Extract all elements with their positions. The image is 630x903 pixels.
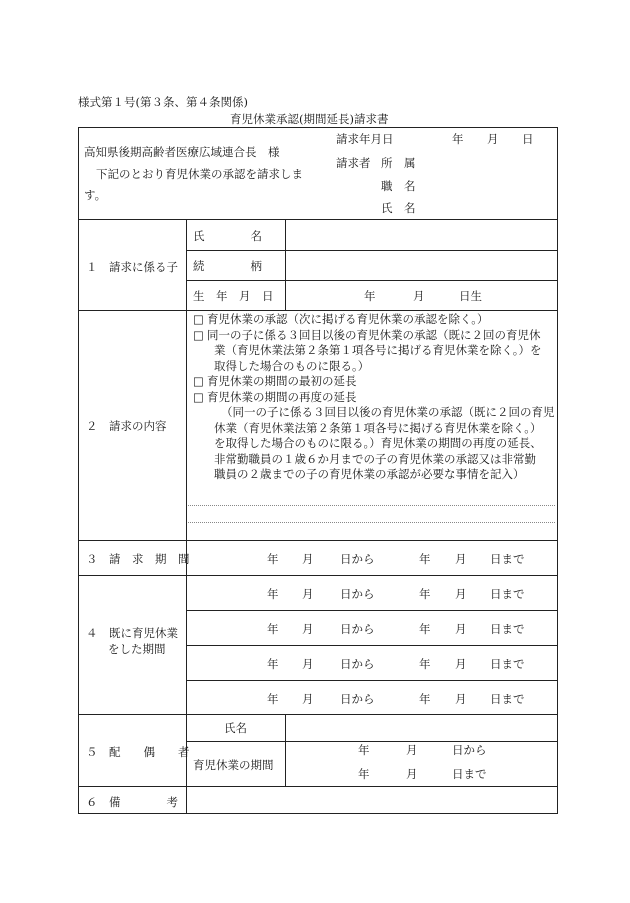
checkbox-icon[interactable]: □ <box>193 389 204 404</box>
period-month-unit: 月 <box>455 552 467 566</box>
option-third-approval[interactable]: □ 同一の子に係る３回目以後の育児休業の承認（既に２回の育児休 <box>193 327 541 342</box>
period-from-unit: 日から <box>340 552 375 566</box>
birth-month-unit: 月 <box>413 289 425 303</box>
period-year-unit: 年 <box>267 587 279 601</box>
section-6-label: ６ 備 考 <box>86 795 178 809</box>
spouse-until-year: 年 <box>358 767 370 781</box>
option-approval[interactable]: □ 育児休業の承認（次に掲げる育児休業の承認を除く。） <box>193 312 489 326</box>
period-month-unit: 月 <box>302 587 314 601</box>
requester-name-label: 氏 名 <box>381 201 416 215</box>
re-extension-note: 職員の２歳までの子の育児休業の承認が必要な事情を記入） <box>214 467 525 481</box>
form-number: 様式第１号(第３条、第４条関係) <box>78 95 248 109</box>
period-year-unit: 年 <box>267 657 279 671</box>
period-month-unit: 月 <box>455 587 467 601</box>
period-year-unit: 年 <box>267 622 279 636</box>
birth-day-unit: 日生 <box>459 289 482 303</box>
spouse-until-month: 月 <box>406 767 418 781</box>
requester-label: 請求者 <box>336 156 371 170</box>
period-until-unit: 日まで <box>490 622 525 636</box>
period-month-unit: 月 <box>455 657 467 671</box>
statement-line-2: す。 <box>84 188 107 202</box>
period-from-unit: 日から <box>340 587 375 601</box>
request-content-options <box>193 312 555 483</box>
period-year-unit: 年 <box>419 622 431 636</box>
period-year-unit: 年 <box>419 587 431 601</box>
period-year-unit: 年 <box>267 552 279 566</box>
spouse-period-label: 育児休業の期間 <box>193 758 274 772</box>
section-3-label: ３ 請 求 期 間 <box>86 552 190 566</box>
section-2-label: ２ 請求の内容 <box>86 419 167 433</box>
re-extension-note: 休業（育児休業法第２条第１項各号に掲げる育児休業を除く。） <box>214 420 542 435</box>
request-date-day: 日 <box>522 132 534 146</box>
period-from-unit: 日から <box>340 692 375 706</box>
option-first-extension[interactable]: □ 育児休業の期間の最初の延長 <box>193 374 357 388</box>
re-extension-note: を取得した場合のものに限る。）育児休業の期間の再度の延長、 <box>214 436 542 450</box>
checkbox-icon[interactable]: □ <box>193 312 204 326</box>
birth-year-unit: 年 <box>364 289 376 303</box>
request-date-month: 月 <box>487 132 499 146</box>
period-from-unit: 日から <box>340 657 375 671</box>
department-label: 所 属 <box>381 156 416 170</box>
child-birthdate-label: 生 年 月 日 <box>193 289 274 303</box>
period-month-unit: 月 <box>302 552 314 566</box>
period-until-unit: 日まで <box>490 587 525 601</box>
period-month-unit: 月 <box>302 692 314 706</box>
re-extension-note: （同一の子に係る３回目以後の育児休業の承認（既に２回の育児 <box>221 405 555 419</box>
period-year-unit: 年 <box>419 692 431 706</box>
period-until-unit: 日まで <box>490 552 525 566</box>
period-year-unit: 年 <box>267 692 279 706</box>
section-5-label: ５ 配 偶 者 <box>86 745 190 759</box>
period-month-unit: 月 <box>455 692 467 706</box>
spouse-from-month: 月 <box>406 743 418 757</box>
re-extension-note: 非常勤職員の１歳６か月までの子の育児休業の承認又は非常勤 <box>214 451 536 466</box>
position-label: 職 名 <box>381 179 416 193</box>
checkbox-icon[interactable]: □ <box>193 327 204 342</box>
option-re-extension[interactable]: □ 育児休業の期間の再度の延長 <box>193 389 357 404</box>
period-year-unit: 年 <box>419 657 431 671</box>
addressee: 高知県後期高齢者医療広域連合長 様 <box>84 145 280 159</box>
request-date-year: 年 <box>452 132 464 146</box>
section-1-label: １ 請求に係る子 <box>86 260 178 274</box>
period-month-unit: 月 <box>302 657 314 671</box>
period-from-unit: 日から <box>340 622 375 636</box>
period-year-unit: 年 <box>419 552 431 566</box>
section-4-label-line-1: ４ 既に育児休業 <box>86 626 178 640</box>
spouse-from-day: 日から <box>452 743 487 757</box>
child-name-label: 氏 名 <box>193 229 262 243</box>
option-third-approval-cont: 取得した場合のものに限る。） <box>214 358 370 373</box>
form-title: 育児休業承認(期間延長)請求書 <box>230 112 389 126</box>
checkbox-icon[interactable]: □ <box>193 374 204 388</box>
option-third-approval-cont: 業（育児休業法第２条第１項各号に掲げる育児休業を除く。）を <box>214 343 542 357</box>
period-until-unit: 日まで <box>490 657 525 671</box>
spouse-from-year: 年 <box>358 743 370 757</box>
period-until-unit: 日まで <box>490 692 525 706</box>
child-relation-label: 続 柄 <box>193 259 262 273</box>
section-4-label-line-2: をした期間 <box>108 642 166 656</box>
period-month-unit: 月 <box>455 622 467 636</box>
period-month-unit: 月 <box>302 622 314 636</box>
spouse-until-day: 日まで <box>452 767 487 781</box>
spouse-name-label: 氏名 <box>224 721 247 735</box>
statement-line-1: 下記のとおり育児休業の承認を請求しま <box>96 167 303 181</box>
request-date-label: 請求年月日 <box>336 132 394 146</box>
